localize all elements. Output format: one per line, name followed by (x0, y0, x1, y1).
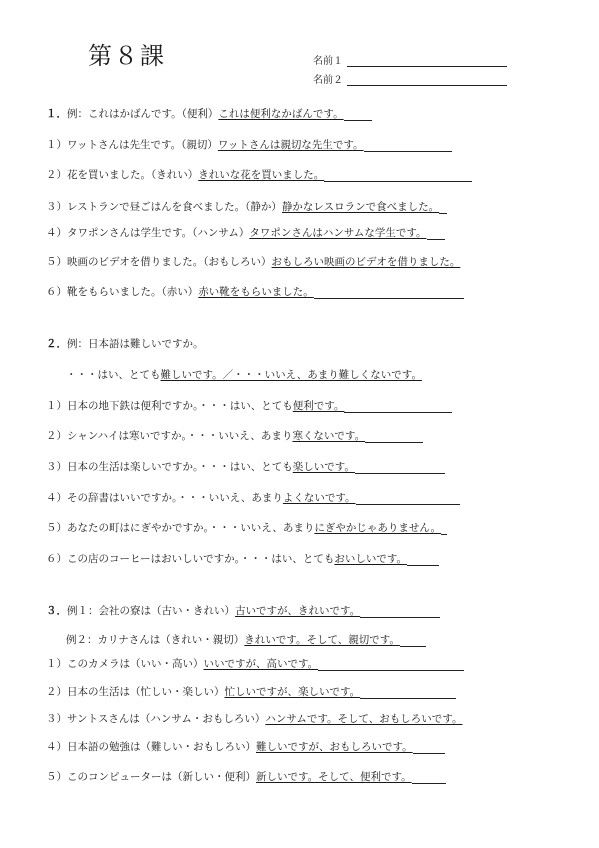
exercise-item (46, 770, 446, 784)
exercise-prompt: ワットさんは先生です。（親切） (67, 139, 218, 151)
exercise-prompt: あなたの町はにぎやかですか。・・・いいえ、あまり (67, 522, 315, 534)
exercise-prompt: タワポンさんは学生です。（ハンサム） (67, 227, 250, 239)
item-number: ５） (46, 522, 67, 534)
answer-blank[interactable] (318, 658, 464, 671)
exercise-answer[interactable]: 静かなレスロランで食べました。 (281, 201, 440, 213)
item-number: ４） (46, 741, 67, 753)
exercise-item (46, 429, 423, 443)
exercise-answer[interactable]: 難しいですが、おもしろいです。 (256, 741, 413, 753)
section-number: １． (46, 108, 67, 120)
item-number: ３） (46, 461, 67, 473)
answer-blank[interactable] (324, 169, 472, 182)
item-number: ２） (46, 169, 67, 181)
answer-blank[interactable] (400, 634, 426, 647)
exercise-prompt: この店のコーヒーはおいしいですか。・・・はい、とても (67, 553, 335, 565)
exercise-answer[interactable]: おもしろい映画のビデオを借りました。 (271, 256, 461, 268)
exercise-item (46, 552, 439, 566)
answer-blank[interactable] (356, 492, 460, 505)
exercise-answer[interactable]: タワポンさんはハンサムな学生です。 (249, 227, 427, 239)
answer-blank[interactable] (344, 108, 372, 121)
section-number: ３． (46, 605, 67, 617)
answer-blank[interactable] (314, 286, 464, 299)
exercise-example (46, 604, 440, 618)
exercise-answer[interactable]: いいですが、高いです。 (203, 658, 319, 670)
exercise-answer[interactable]: 寒くないです。 (292, 430, 366, 442)
exercise-prompt: 日本の地下鉄は便利ですか。・・・はい、とても (67, 400, 293, 412)
exercise-item (46, 460, 445, 474)
answer-blank[interactable] (355, 461, 445, 474)
item-number: ４） (46, 227, 67, 239)
item-number: ５） (46, 256, 67, 268)
exercise-item (46, 399, 452, 413)
name-line[interactable] (347, 56, 507, 67)
item-number: １） (46, 400, 67, 412)
exercise-answer[interactable]: おいしいです。 (334, 553, 408, 565)
exercise-prompt: 日本語の勉強は（難しい・おもしろい） (67, 741, 256, 753)
exercise-prompt: 例：日本語は難しいですか。 (67, 338, 204, 350)
item-number: ３） (46, 713, 67, 725)
exercise-answer[interactable]: 楽しいです。 (292, 461, 355, 473)
exercise-item (46, 740, 445, 754)
exercise-answer[interactable]: にぎやかじゃありません。 (314, 522, 442, 534)
item-number: ３） (46, 201, 67, 213)
item-number: １） (46, 658, 67, 670)
item-number: ４） (46, 492, 67, 504)
worksheet-title: 第８課 (88, 42, 166, 70)
answer-blank[interactable] (407, 553, 439, 566)
exercise-item (46, 255, 460, 269)
item-number: ６） (46, 286, 67, 298)
answer-blank[interactable] (427, 227, 445, 240)
answer-blank[interactable] (441, 522, 447, 535)
answer-blank[interactable] (360, 605, 440, 618)
exercise-prompt: その辞書はいいですか。・・・いいえ、あまり (67, 492, 283, 504)
answer-blank[interactable] (412, 771, 446, 784)
exercise-item (46, 491, 460, 505)
exercise-prompt: このコンピューターは（新しい・便利） (67, 771, 256, 783)
answer-blank[interactable] (360, 686, 456, 699)
exercise-prompt: 靴をもらいました。（赤い） (67, 286, 199, 298)
item-number: ２） (46, 686, 67, 698)
exercise-answer[interactable]: きれいな花を買いました。 (198, 169, 325, 181)
item-number: ５） (46, 771, 67, 783)
exercise-answer[interactable]: きれいです。そして、親切です。 (244, 634, 400, 646)
exercise-answer[interactable]: ハンサムです。そして、おもしろいです。 (265, 713, 463, 725)
name-field-2[interactable] (313, 71, 507, 86)
name-field-1[interactable] (313, 52, 507, 67)
exercise-item (46, 712, 462, 726)
answer-blank[interactable] (364, 139, 452, 152)
exercise-example-answer (66, 368, 422, 382)
exercise-prompt: 例２：カリナさんは（きれい・親切） (66, 634, 245, 646)
item-number: ２） (46, 430, 67, 442)
exercise-prompt: 例：これはかばんです。（便利） (67, 108, 219, 120)
exercise-prompt: ・・・はい、とても (66, 369, 161, 381)
answer-blank[interactable] (439, 201, 447, 214)
name-label: 名前１ (313, 56, 343, 67)
exercise-prompt: 日本の生活は（忙しい・楽しい） (67, 686, 225, 698)
exercise-item (46, 521, 447, 535)
exercise-item (46, 657, 464, 671)
exercise-answer[interactable]: よくないです。 (282, 492, 356, 504)
exercise-item (46, 168, 472, 182)
exercise-prompt: レストランで昼ごはんを食べました。（静か） (67, 201, 282, 213)
exercise-answer[interactable]: これは便利なかばんです。 (218, 108, 344, 120)
exercise-answer[interactable]: ワットさんは親切な先生です。 (217, 139, 364, 151)
exercise-item (46, 138, 452, 152)
name-label: 名前２ (313, 75, 343, 86)
exercise-prompt: 花を買いました。（きれい） (67, 169, 199, 181)
exercise-item (46, 200, 447, 214)
exercise-answer[interactable]: 古いですが、きれいです。 (235, 605, 361, 617)
exercise-example (66, 633, 426, 647)
exercise-example (46, 337, 204, 351)
item-number: １） (46, 139, 67, 151)
section-number: ２． (46, 338, 67, 350)
exercise-example (46, 107, 372, 121)
exercise-prompt: 映画のビデオを借りました。（おもしろい） (67, 256, 272, 268)
exercise-prompt: シャンハイは寒いですか。・・・いいえ、あまり (67, 430, 293, 442)
exercise-answer[interactable]: 新しいです。そして、便利です。 (256, 771, 412, 783)
answer-blank[interactable] (344, 400, 452, 413)
exercise-item (46, 285, 464, 299)
exercise-answer[interactable]: 難しいです。／・・・いいえ、あまり難しくないです。 (160, 369, 422, 381)
exercise-prompt: 例１：会社の寮は（古い・きれい） (67, 605, 235, 617)
exercise-prompt: 日本の生活は楽しいですか。・・・はい、とても (67, 461, 293, 473)
exercise-item (46, 226, 445, 240)
exercise-answer[interactable]: 忙しいですが、楽しいです。 (224, 686, 361, 698)
answer-blank[interactable] (413, 741, 445, 754)
exercise-item (46, 685, 456, 699)
exercise-prompt: このカメラは（いい・高い） (67, 658, 204, 670)
exercise-prompt: サントスさんは（ハンサム・おもしろい） (67, 713, 266, 725)
exercise-answer[interactable]: 便利です。 (292, 400, 345, 412)
exercise-answer[interactable]: 赤い靴をもらいました。 (198, 286, 314, 298)
answer-blank[interactable] (365, 430, 423, 443)
name-line[interactable] (347, 75, 507, 86)
item-number: ６） (46, 553, 67, 565)
